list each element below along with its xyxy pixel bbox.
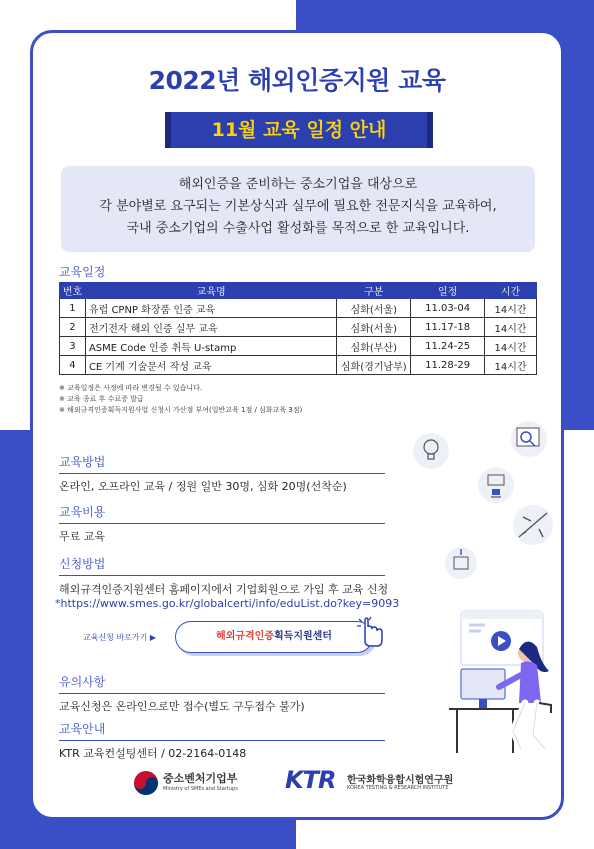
apply-center-button[interactable] [175, 621, 373, 653]
method-heading: 교육방법 [59, 453, 385, 474]
table-cell: 14시간 [485, 318, 537, 337]
method-text: 온라인, 오프라인 교육 / 정원 일반 30명, 심화 20명(선착순) [59, 480, 347, 493]
ministry-name-en: Ministry of SMEs and Startups [163, 786, 238, 792]
caution-text: 교육신청은 온라인으로만 접수(별도 구두접수 불가) [59, 700, 305, 713]
table-cell: 유럽 CPNP 화장품 인증 교육 [85, 299, 336, 318]
table-header: 교육명 [85, 283, 336, 299]
table-cell: 14시간 [485, 299, 537, 318]
intro-line-3: 국내 중소기업의 수출사업 활성화를 목적으로 한 교육입니다. [126, 221, 470, 236]
illustration [401, 413, 563, 758]
ktr-name: 한국화학융합시험연구원 [347, 775, 454, 786]
table-header-row [60, 283, 537, 299]
table-row [60, 356, 537, 375]
apply-link[interactable]: *https://www.smes.go.kr/globalcerti/info/eduList.do?key=9093 [55, 597, 400, 610]
schedule-table [59, 282, 537, 375]
table-cell: 4 [60, 356, 86, 375]
table-cell: 심화(경기남부) [337, 356, 411, 375]
apply-button-part1: 해외규격인증 [216, 631, 274, 642]
airplane-icon [513, 505, 553, 545]
table-row [60, 318, 537, 337]
magnifier-icon [511, 421, 547, 457]
table-header: 시간 [485, 283, 537, 299]
taegeuk-icon [133, 770, 159, 796]
caution-heading: 유의사항 [59, 673, 385, 694]
table-cell: 2 [60, 318, 86, 337]
table-header: 일정 [411, 283, 485, 299]
pointer-hand-icon [355, 615, 385, 649]
note-item: ※ 교육 종료 후 수료증 발급 [59, 395, 144, 403]
table-cell: 11.24-25 [411, 337, 485, 356]
apply-button-part2: 획득지원센터 [274, 631, 332, 642]
package-icon [445, 547, 477, 579]
table-cell: 14시간 [485, 337, 537, 356]
table-cell: 심화(서울) [337, 318, 411, 337]
table-cell: 11.17-18 [411, 318, 485, 337]
apply-shortcut-hint: 교육신청 바로가기 ▶ [83, 633, 157, 642]
table-cell: CE 기계 기술문서 작성 교육 [85, 356, 336, 375]
table-row [60, 337, 537, 356]
table-header: 번호 [60, 283, 86, 299]
apply-heading: 신청방법 [59, 555, 385, 576]
ktr-wordmark: KTR [285, 766, 336, 794]
poster-card [30, 30, 564, 820]
apply-text: 해외규격인증지원센터 홈페이지에서 기업회원으로 가입 후 교육 신청 [59, 583, 389, 596]
intro-line-2: 각 분야별로 요구되는 기본상식과 실무에 필요한 전문지식을 교육하여, [99, 199, 497, 214]
note-item: ※ 해외규격인증획득지원사업 신청시 가산점 부여(일반교육 1점 / 심화교육 3점) [59, 406, 303, 414]
ktr-name-en: KOREA TESTING & RESEARCH INSTITUTE [347, 785, 449, 791]
cost-text: 무료 교육 [59, 530, 106, 543]
table-header: 구분 [337, 283, 411, 299]
table-cell: 11.03-04 [411, 299, 485, 318]
intro-box [61, 166, 535, 252]
intro-line-1: 해외인증을 준비하는 중소기업을 대상으로 [178, 177, 418, 192]
table-cell: 14시간 [485, 356, 537, 375]
table-row [60, 299, 537, 318]
table-cell: 11.28-29 [411, 356, 485, 375]
table-cell: ASME Code 인증 취득 U-stamp [85, 337, 336, 356]
table-cell: 심화(서울) [337, 299, 411, 318]
table-cell: 전기전자 해외 인증 실무 교육 [85, 318, 336, 337]
table-cell: 심화(부산) [337, 337, 411, 356]
schedule-notes [59, 383, 302, 416]
ministry-name: 중소벤처기업부 [163, 772, 238, 785]
schedule-label: 교육일정 [59, 265, 106, 279]
trophy-icon [478, 467, 514, 503]
contact-text: KTR 교육컨설팅센터 / 02-2164-0148 [59, 747, 247, 760]
table-cell: 3 [60, 337, 86, 356]
cost-heading: 교육비용 [59, 503, 385, 524]
schedule-subtitle: 11월 교육 일정 안내 [165, 112, 433, 148]
note-item: ※ 교육일정은 사정에 따라 변경될 수 있습니다. [59, 384, 203, 392]
contact-heading: 교육안내 [59, 720, 385, 741]
page-title: 2022년 해외인증지원 교육 [148, 66, 446, 95]
lightbulb-icon [413, 433, 449, 469]
table-cell: 1 [60, 299, 86, 318]
